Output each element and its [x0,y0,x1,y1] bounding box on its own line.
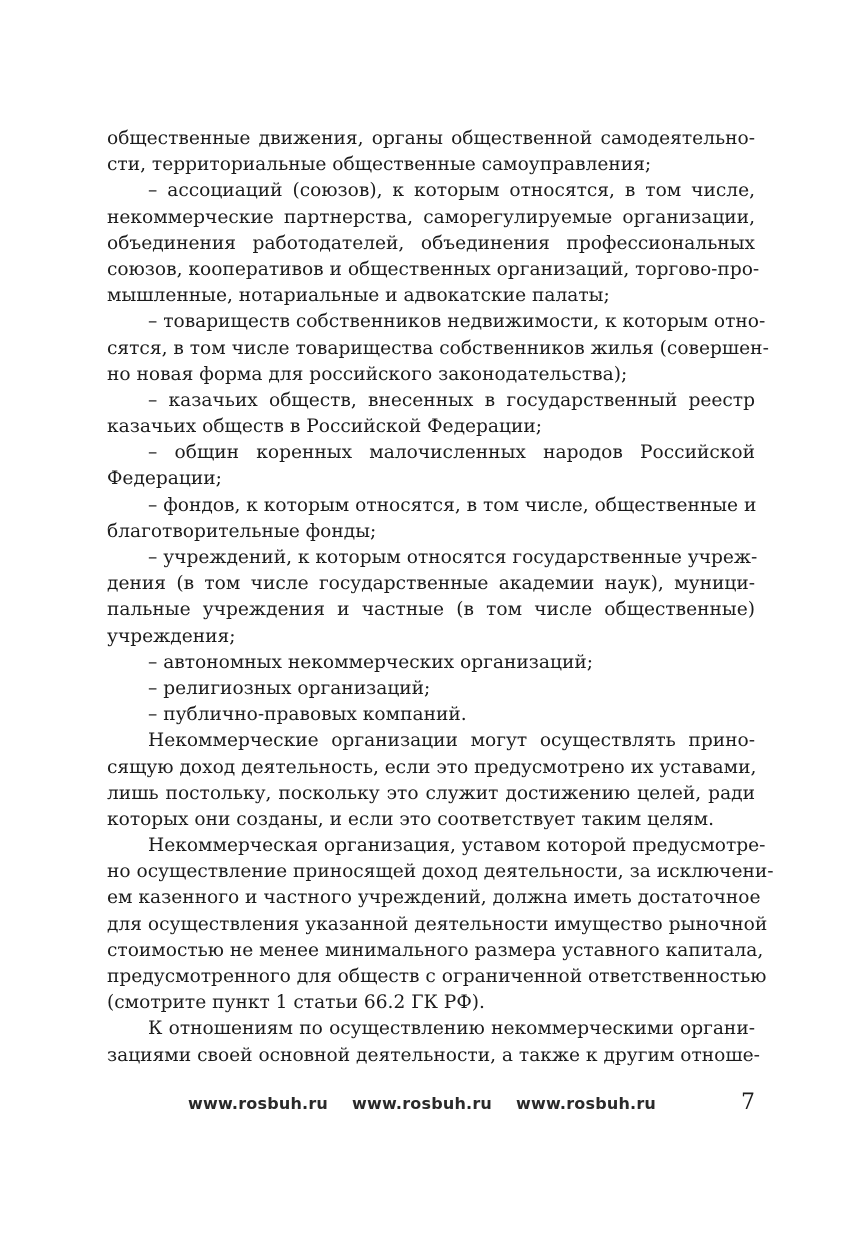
text-line: некоммерческие партнерства, саморегулируемые организации, [107,206,755,228]
text-line: но осуществление приносящей доход деятельности, за исключени- [107,861,774,883]
text-line: предусмотренного для обществ с ограниченной ответственностью [107,966,767,987]
footer-links [188,1094,656,1113]
text-line: (смотрите пункт 1 статьи 66.2 ГК РФ). [107,992,485,1014]
text-line: общественные движения, органы общественной самодеятельно- [107,128,755,149]
text-line: казачьих обществ в Российской Федерации; [107,416,543,438]
document-body [107,126,774,1069]
text-line: – религиозных организаций; [148,677,431,699]
text-line: но новая форма для российского законодательства); [107,363,628,385]
text-line: Некоммерческие организации могут осуществлять прино- [148,730,755,752]
text-line: стоимостью не менее минимального размера уставного капитала, [107,939,764,961]
text-line: зациями своей основной деятельности, а также к другим отноше- [107,1044,760,1066]
text-line: которых они созданы, и если это соответствует таким целям. [107,808,715,830]
text-line: сятся, в том числе товарищества собственников жилья (совершен- [107,337,769,359]
text-line: – казачьих обществ, внесенных в государственный реестр [148,389,755,411]
text-line: благотворительные фонды; [107,520,377,542]
text-line: Федерации; [107,468,222,490]
text-line: – учреждений, к которым относятся государственные учреж- [148,547,758,568]
text-line: учреждения; [107,625,236,647]
text-line: – общин коренных малочисленных народов Российской [148,442,755,464]
text-line: Некоммерческая организация, уставом которой предусмотре- [148,835,766,857]
text-line: К отношениям по осуществлению некоммерческими органи- [148,1018,755,1040]
text-line: – товариществ собственников недвижимости, к которым отно- [148,311,766,333]
text-line: – публично-правовых компаний. [148,704,467,726]
page-footer [0,1092,857,1120]
text-line: союзов, кооперативов и общественных организаций, торгово-про- [107,258,760,280]
text-line: – фондов, к которым относятся, в том числе, общественные и [148,494,757,516]
footer-url: www.rosbuh.ru [188,1094,328,1113]
footer-url: www.rosbuh.ru [516,1094,656,1113]
page-number: 7 [741,1090,755,1115]
text-line: для осуществления указанной деятельности имущество рыночной [107,913,768,935]
text-line: ем казенного и частного учреждений, должна иметь достаточное [107,887,761,909]
text-line: дения (в том числе государственные академии наук), муници- [107,573,755,595]
text-line: объединения работодателей, объединения профессиональных [107,232,755,254]
text-line: пальные учреждения и частные (в том числе общественные) [107,599,755,621]
text-line: – автономных некоммерческих организаций; [148,651,593,673]
text-line: мышленные, нотариальные и адвокатские палаты; [107,285,610,307]
text-line: – ассоциаций (союзов), к которым относятся, в том числе, [148,180,755,202]
text-line: лишь постольку, поскольку это служит достижению целей, ради [107,782,755,804]
text-line: сти, территориальные общественные самоуправления; [107,154,652,176]
text-line: сящую доход деятельность, если это предусмотрено их уставами, [107,756,757,778]
footer-url: www.rosbuh.ru [352,1094,492,1113]
